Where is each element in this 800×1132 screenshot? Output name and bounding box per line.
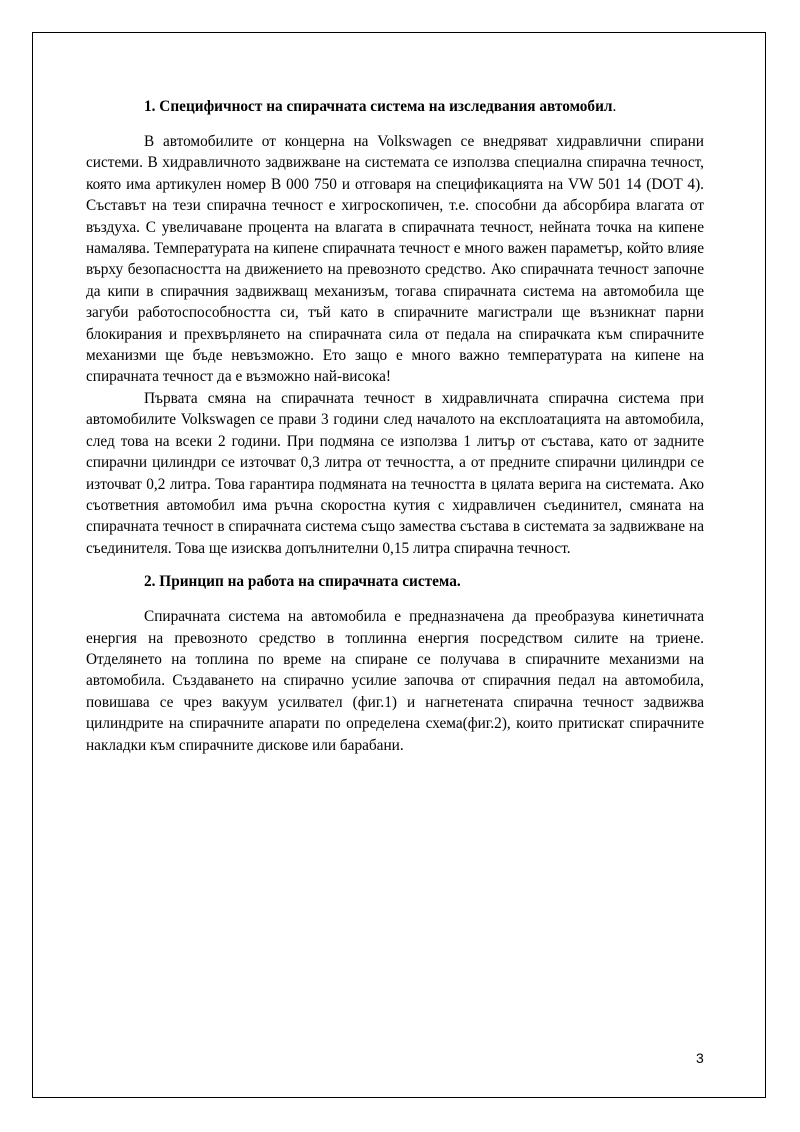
section-2-heading: 2. Принцип на работа на спирачната система. bbox=[144, 573, 461, 591]
document-body bbox=[86, 92, 704, 756]
page-number: 3 bbox=[696, 1050, 704, 1066]
section-1-title-period: . bbox=[612, 98, 617, 115]
section-1-paragraph-2: Първата смяна на спирачната течност в хидравличната спирачна система при автомобилите Volkswagen се прави 3 години след началото на експлоатацията на автомобила, след това на всеки 2 години. При подмяна се използва 1 литър от състава, като от задните спирачни цилиндри се източват 0,3 литра от течността, а от предните спирачни цилиндри се източват 0,2 литра. Това гарантира подмяната на течността в цялата верига на системата. Ако съответния автомобил има ръчна скоростна кутия с хидравличен съединител, смяната на спирачната течност в спирачната система също замества състава в системата за задвижване на съединителя. Това ще изисква допълнителни 0,15 литра спирачна течност. bbox=[86, 389, 704, 557]
section-1-heading bbox=[86, 96, 704, 117]
section-1-paragraph-1: В автомобилите от концерна на Volkswagen се внедряват хидравлични спирани системи. В хидравличното задвижване на системата се използва специална спирачна течност, която има артикулен номер B 000 750 и отговаря на спецификацията на VW 501 14 (DOT 4). Съставът на тези спирачна течност е хигроскопичен, т.е. способни да абсорбира влагата от въздуха. С увеличаване процента на влагата в спирачната течност, нейната точка на кипене намалява. Температурата на кипене спирачната течност е много важен параметър, който влияе върху безопасността на движението на превозното средство. Ако спирачната течност започне да кипи в спирачния задвижващ механизъм, тогава спирачната система на автомобила ще загуби работоспособността си, тъй като в спирачните магистрали ще възникнат парни блокирания и прехвърлянето на спирачната сила от педала на спирачката към спирачните механизми ще бъде невъзможно. Ето защо е много важно температурата на кипене на спирачната течност да е възможно най-висока! bbox=[86, 133, 704, 386]
section-2-paragraph-1: Спирачната система на автомобила е предназначена да преобразува кинетичната енергия на превозното средство в топлинна енергия посредством силите на триене. Отделянето на топлина по време на спиране се получава в спирачните механизми на автомобила. Създаването на спирачно усилие започва от спирачния педал на автомобила, повишава се чрез вакуум усилвател (фиг.1) и нагнетената спирачна течност задвижва цилиндрите на спирачните апарати по определена схема(фиг.2), които притискат спирачните накладки към спирачните дискове или барабани. bbox=[86, 608, 704, 754]
section-1-title: 1. Специфичност на спирачната система на изследвания автомобил bbox=[144, 98, 613, 115]
